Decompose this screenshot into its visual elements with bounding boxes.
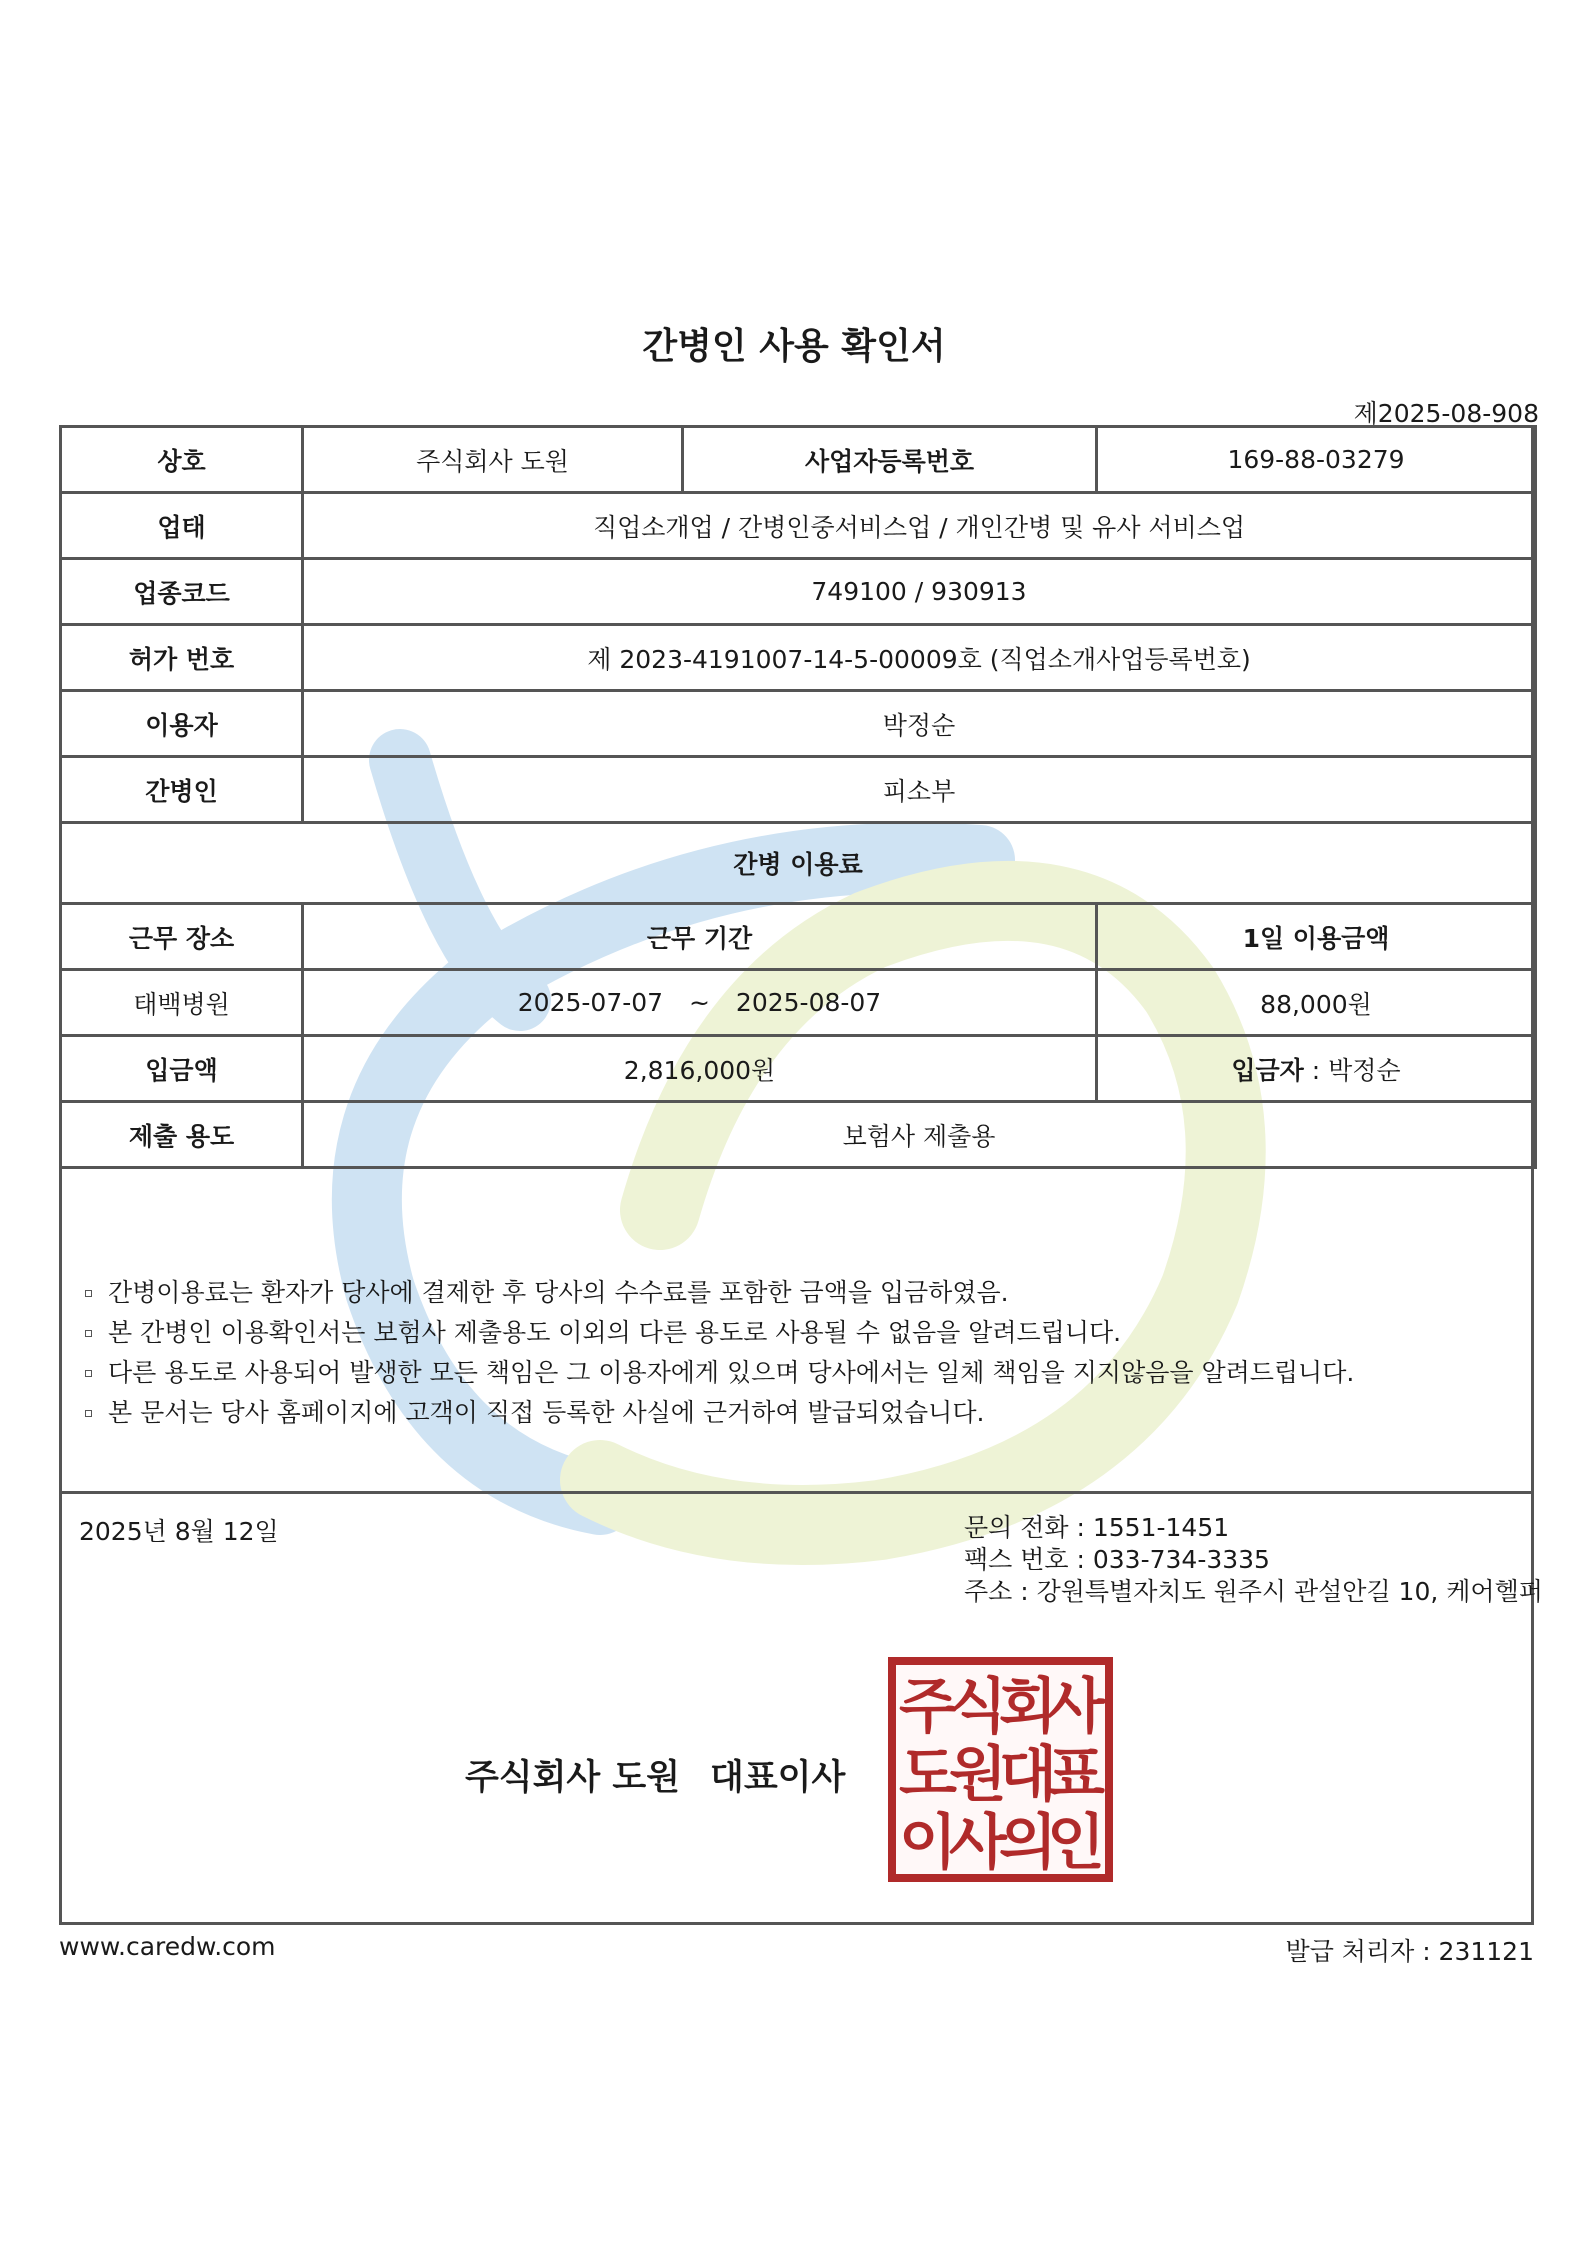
deposit-amount: 2,816,000원 [303, 1036, 1097, 1102]
svg-text:사: 사 [1047, 1672, 1105, 1742]
note-item: 본 문서는 당사 홈페이지에 고객이 직접 등록한 사실에 근거하여 발급되었습니다. [85, 1393, 1354, 1433]
depositor-cell [1097, 1036, 1536, 1102]
svg-text:이: 이 [899, 1808, 957, 1878]
issue-date: 2025년 8월 12일 [79, 1517, 279, 1546]
row-caregiver [61, 757, 1536, 823]
purpose-value: 보험사 제출용 [303, 1102, 1536, 1168]
row-fee-values [61, 970, 1536, 1036]
note-item: 다른 용도로 사용되어 발생한 모든 책임은 그 이용자에게 있으며 당사에서는 일체 책임을 지지않음을 알려드립니다. [85, 1353, 1354, 1393]
row-business-type [61, 493, 1536, 559]
square-bullet-icon [85, 1290, 92, 1297]
svg-text:원: 원 [949, 1740, 1007, 1810]
daily-amount-value: 88,000원 [1097, 970, 1536, 1036]
permit-number-value: 제 2023-4191007-14-5-00009호 (직업소개사업등록번호) [303, 625, 1536, 691]
business-reg-value: 169-88-03279 [1097, 427, 1536, 493]
period-start: 2025-07-07 [517, 988, 664, 1017]
row-fee-headers [61, 904, 1536, 970]
caregiver-value: 피소부 [303, 757, 1536, 823]
row-purpose [61, 1102, 1536, 1168]
square-bullet-icon [85, 1410, 92, 1417]
signature-company: 주식회사 도원 [465, 1758, 681, 1798]
user-label: 이용자 [61, 691, 303, 757]
row-fee-section [61, 823, 1536, 904]
permit-number-label: 허가 번호 [61, 625, 303, 691]
industry-code-value: 749100 / 930913 [303, 559, 1536, 625]
contact-info [964, 1512, 1543, 1608]
svg-text:의: 의 [999, 1808, 1057, 1878]
period-end: 2025-08-07 [735, 988, 882, 1017]
row-deposit [61, 1036, 1536, 1102]
contact-address: 주소 : 강원특별자치도 원주시 관설안길 10, 케어헬퍼 [964, 1577, 1543, 1606]
note-item: 간병이용료는 환자가 당사에 결제한 후 당사의 수수료를 포함한 금액을 입금하였음. [85, 1273, 1354, 1313]
svg-text:회: 회 [999, 1672, 1057, 1742]
period-separator: ~ [689, 988, 710, 1017]
company-name-value: 주식회사 도원 [303, 427, 683, 493]
svg-text:식: 식 [949, 1672, 1007, 1742]
row-industry-code [61, 559, 1536, 625]
daily-amount-label: 1일 이용금액 [1097, 904, 1536, 970]
square-bullet-icon [85, 1370, 92, 1377]
purpose-label: 제출 용도 [61, 1102, 303, 1168]
info-table [59, 425, 1537, 1169]
row-user [61, 691, 1536, 757]
business-type-label: 업태 [61, 493, 303, 559]
svg-text:대: 대 [999, 1740, 1057, 1810]
depositor-separator: : [1303, 1055, 1329, 1085]
contact-phone: 문의 전화 : 1551-1451 [964, 1513, 1230, 1542]
work-place-label: 근무 장소 [61, 904, 303, 970]
svg-text:표: 표 [1047, 1740, 1105, 1810]
depositor-label: 입금자 [1231, 1055, 1304, 1085]
industry-code-label: 업종코드 [61, 559, 303, 625]
svg-text:주: 주 [899, 1672, 957, 1742]
note-item: 본 간병인 이용확인서는 보험사 제출용도 이외의 다른 용도로 사용될 수 없음을 알려드립니다. [85, 1313, 1354, 1353]
company-seal-icon [888, 1657, 1113, 1882]
fee-section-title: 간병 이용료 [61, 823, 1536, 904]
business-type-value: 직업소개업 / 간병인중서비스업 / 개인간병 및 유사 서비스업 [303, 493, 1536, 559]
contact-fax: 팩스 번호 : 033-734-3335 [964, 1545, 1270, 1574]
document-title: 간병인 사용 확인서 [642, 326, 946, 367]
document-number: 제2025-08-908 [1353, 399, 1539, 428]
svg-text:사: 사 [949, 1808, 1007, 1878]
square-bullet-icon [85, 1330, 92, 1337]
work-period-label: 근무 기간 [303, 904, 1097, 970]
user-value: 박정순 [303, 691, 1536, 757]
svg-text:도: 도 [899, 1740, 957, 1810]
signature-title: 대표이사 [710, 1758, 846, 1798]
notes-list [85, 1273, 1354, 1433]
svg-text:인: 인 [1047, 1808, 1105, 1878]
company-name-label: 상호 [61, 427, 303, 493]
row-permit-number [61, 625, 1536, 691]
issuer-id: 발급 처리자 : 231121 [1285, 1937, 1534, 1966]
deposit-label: 입금액 [61, 1036, 303, 1102]
section-divider [59, 1491, 1534, 1494]
row-company-name [61, 427, 1536, 493]
website-url[interactable]: www.caredw.com [59, 1932, 276, 1961]
work-period-value [303, 970, 1097, 1036]
business-reg-label: 사업자등록번호 [683, 427, 1097, 493]
signature-line [465, 1750, 845, 1800]
caregiver-label: 간병인 [61, 757, 303, 823]
depositor-value: 박정순 [1328, 1055, 1401, 1085]
work-place-value: 태백병원 [61, 970, 303, 1036]
